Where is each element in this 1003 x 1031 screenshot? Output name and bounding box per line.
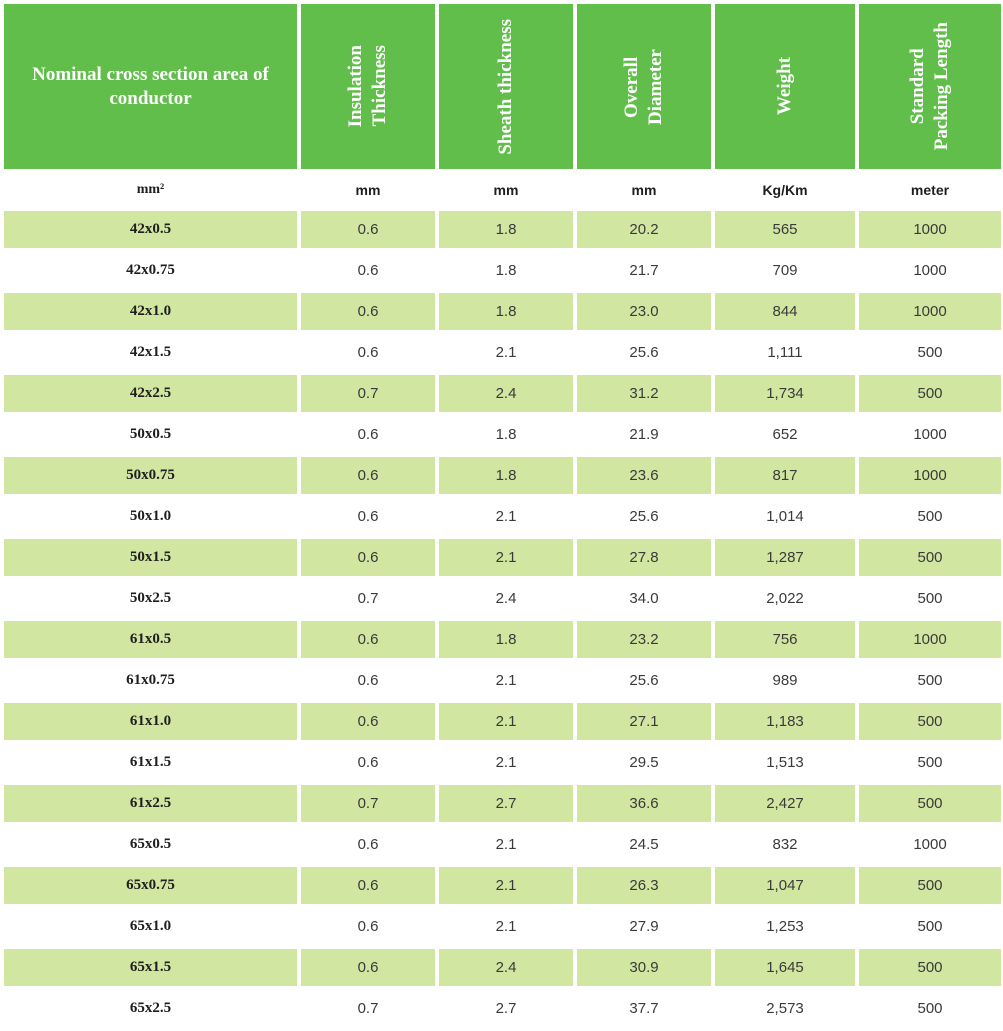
unit-cell: meter xyxy=(910,182,950,198)
table-row xyxy=(4,252,1001,289)
cross-section-cell: 50x2.5 xyxy=(129,590,172,606)
table-cell: 1,047 xyxy=(715,867,855,904)
cross-section-cell: 61x0.75 xyxy=(126,672,175,688)
table-row xyxy=(4,703,1001,740)
table-cell: 0.6 xyxy=(301,867,435,904)
table-row xyxy=(4,662,1001,699)
table-cell: 0.6 xyxy=(357,262,379,279)
header-insulation-thickness xyxy=(301,4,435,169)
cross-section-cell: 50x0.75 xyxy=(4,457,297,494)
table-cell: 2.4 xyxy=(439,949,573,986)
table-cell: 2.1 xyxy=(495,918,517,935)
table-cell: 500 xyxy=(917,918,943,935)
table-cell: 832 xyxy=(772,836,798,853)
cross-section-cell: 61x1.5 xyxy=(129,754,172,770)
table-cell: 500 xyxy=(859,867,1001,904)
cross-section-cell: 65x1.5 xyxy=(4,949,297,986)
cross-section-cell: 42x0.75 xyxy=(126,262,175,278)
table-cell: 2.1 xyxy=(439,703,573,740)
table-cell: 36.6 xyxy=(577,785,711,822)
table-cell: 0.6 xyxy=(301,621,435,658)
table-cell: 2,022 xyxy=(766,590,804,607)
table-cell: 2.1 xyxy=(439,867,573,904)
table-cell: 0.6 xyxy=(301,293,435,330)
table-cell: 500 xyxy=(917,508,943,525)
table-cell: 0.6 xyxy=(357,344,379,361)
cross-section-cell: 61x1.0 xyxy=(4,703,297,740)
table-cell: 652 xyxy=(772,426,798,443)
table-cell: 1,734 xyxy=(715,375,855,412)
table-cell: 1000 xyxy=(859,293,1001,330)
table-cell: 2.4 xyxy=(495,590,517,607)
table-cell: 2,427 xyxy=(715,785,855,822)
table-cell: 0.6 xyxy=(301,539,435,576)
table-cell: 0.6 xyxy=(357,508,379,525)
table-cell: 0.6 xyxy=(357,426,379,443)
table-cell: 0.7 xyxy=(301,375,435,412)
table-row xyxy=(4,867,1001,904)
table-cell: 756 xyxy=(715,621,855,658)
table-row xyxy=(4,744,1001,781)
cross-section-cell: 42x1.5 xyxy=(129,344,172,360)
table-cell: 25.6 xyxy=(629,344,659,361)
table-cell: 2.1 xyxy=(495,836,517,853)
table-cell: 1,014 xyxy=(766,508,804,525)
unit-cell: mm² xyxy=(136,182,165,197)
cross-section-cell: 65x2.5 xyxy=(129,1000,172,1016)
table-row xyxy=(4,949,1001,986)
table-cell: 0.6 xyxy=(357,754,379,771)
header-label: Weight xyxy=(774,57,795,116)
table-cell: 2.1 xyxy=(439,539,573,576)
cross-section-cell: 61x2.5 xyxy=(4,785,297,822)
header-sheath-thickness xyxy=(439,4,573,169)
table-cell: 989 xyxy=(772,672,798,689)
cross-section-cell: 65x0.5 xyxy=(129,836,172,852)
table-cell: 500 xyxy=(859,949,1001,986)
unit-cell: Kg/Km xyxy=(762,182,808,198)
header-nominal-cross-section xyxy=(4,4,297,169)
table-cell: 0.7 xyxy=(357,590,379,607)
table-cell: 1,645 xyxy=(715,949,855,986)
table-cell: 26.3 xyxy=(577,867,711,904)
table-header-row xyxy=(4,4,1001,169)
table-cell: 1000 xyxy=(913,836,947,853)
table-cell: 20.2 xyxy=(577,211,711,248)
table-cell: 500 xyxy=(917,754,943,771)
table-cell: 1000 xyxy=(913,426,947,443)
header-overall-diameter xyxy=(577,4,711,169)
cable-spec-table xyxy=(4,4,1001,1031)
table-row xyxy=(4,785,1001,822)
table-row xyxy=(4,293,1001,330)
table-cell: 817 xyxy=(715,457,855,494)
table-cell: 565 xyxy=(715,211,855,248)
table-cell: 1.8 xyxy=(439,293,573,330)
table-row xyxy=(4,539,1001,576)
table-cell: 500 xyxy=(917,1000,943,1017)
table-cell: 2.1 xyxy=(495,754,517,771)
cross-section-cell: 65x1.0 xyxy=(129,918,172,934)
table-row xyxy=(4,498,1001,535)
table-cell: 1.8 xyxy=(495,262,517,279)
table-cell: 21.9 xyxy=(629,426,659,443)
cross-section-cell: 50x0.5 xyxy=(129,426,172,442)
table-cell: 1000 xyxy=(859,211,1001,248)
header-label: Standard Packing Length xyxy=(907,22,952,151)
table-cell: 500 xyxy=(859,785,1001,822)
table-cell: 1.8 xyxy=(439,211,573,248)
cross-section-cell: 50x1.0 xyxy=(129,508,172,524)
table-cell: 27.1 xyxy=(577,703,711,740)
table-cell: 1000 xyxy=(913,262,947,279)
table-cell: 1.8 xyxy=(439,621,573,658)
table-row xyxy=(4,580,1001,617)
table-cell: 25.6 xyxy=(629,672,659,689)
table-cell: 24.5 xyxy=(629,836,659,853)
table-cell: 1,513 xyxy=(766,754,804,771)
table-cell: 23.6 xyxy=(577,457,711,494)
header-weight xyxy=(715,4,855,169)
unit-cell: mm xyxy=(631,182,657,198)
table-cell: 0.7 xyxy=(301,785,435,822)
table-cell: 500 xyxy=(917,590,943,607)
table-row xyxy=(4,826,1001,863)
cross-section-cell: 65x0.75 xyxy=(4,867,297,904)
table-cell: 1.8 xyxy=(495,426,517,443)
header-standard-packing-length xyxy=(859,4,1001,169)
table-cell: 500 xyxy=(859,539,1001,576)
table-row xyxy=(4,375,1001,412)
table-cell: 2.1 xyxy=(495,508,517,525)
cross-section-cell: 61x0.5 xyxy=(4,621,297,658)
table-cell: 844 xyxy=(715,293,855,330)
table-cell: 1000 xyxy=(859,621,1001,658)
table-cell: 23.2 xyxy=(577,621,711,658)
cross-section-cell: 50x1.5 xyxy=(4,539,297,576)
cross-section-cell: 42x1.0 xyxy=(4,293,297,330)
table-body xyxy=(4,211,1001,1027)
table-cell: 0.6 xyxy=(301,703,435,740)
table-cell: 0.6 xyxy=(301,211,435,248)
table-cell: 2.1 xyxy=(495,672,517,689)
table-cell: 0.7 xyxy=(357,1000,379,1017)
table-cell: 21.7 xyxy=(629,262,659,279)
table-cell: 500 xyxy=(859,703,1001,740)
table-cell: 500 xyxy=(917,672,943,689)
units-row xyxy=(4,169,1001,211)
table-cell: 500 xyxy=(859,375,1001,412)
header-label: Overall Diameter xyxy=(621,48,666,125)
table-cell: 1,287 xyxy=(715,539,855,576)
table-cell: 27.8 xyxy=(577,539,711,576)
cross-section-cell: 42x2.5 xyxy=(4,375,297,412)
table-cell: 2.1 xyxy=(495,344,517,361)
table-row xyxy=(4,908,1001,945)
table-cell: 34.0 xyxy=(629,590,659,607)
table-row xyxy=(4,990,1001,1027)
table-row xyxy=(4,211,1001,248)
table-cell: 1,253 xyxy=(766,918,804,935)
unit-cell: mm xyxy=(493,182,519,198)
table-cell: 27.9 xyxy=(629,918,659,935)
table-cell: 1.8 xyxy=(439,457,573,494)
table-cell: 0.6 xyxy=(301,949,435,986)
table-cell: 1,183 xyxy=(715,703,855,740)
table-cell: 1,111 xyxy=(767,344,803,361)
header-label: Sheath thickness xyxy=(495,18,516,155)
table-cell: 25.6 xyxy=(629,508,659,525)
table-row xyxy=(4,334,1001,371)
table-cell: 29.5 xyxy=(629,754,659,771)
table-cell: 0.6 xyxy=(301,457,435,494)
table-cell: 2,573 xyxy=(766,1000,804,1017)
table-cell: 23.0 xyxy=(577,293,711,330)
table-cell: 37.7 xyxy=(629,1000,659,1017)
unit-cell: mm xyxy=(355,182,381,198)
cross-section-cell: 42x0.5 xyxy=(4,211,297,248)
table-row xyxy=(4,621,1001,658)
table-cell: 709 xyxy=(772,262,798,279)
table-cell: 30.9 xyxy=(577,949,711,986)
table-cell: 0.6 xyxy=(357,672,379,689)
table-cell: 2.4 xyxy=(439,375,573,412)
table-cell: 0.6 xyxy=(357,918,379,935)
table-row xyxy=(4,457,1001,494)
table-row xyxy=(4,416,1001,453)
table-cell: 0.6 xyxy=(357,836,379,853)
table-cell: 2.7 xyxy=(495,1000,517,1017)
table-cell: 500 xyxy=(917,344,943,361)
table-cell: 31.2 xyxy=(577,375,711,412)
table-cell: 1000 xyxy=(859,457,1001,494)
header-label: Nominal cross section area of conductor xyxy=(32,63,269,109)
table-cell: 2.7 xyxy=(439,785,573,822)
header-label: Insulation Thickness xyxy=(345,45,390,128)
